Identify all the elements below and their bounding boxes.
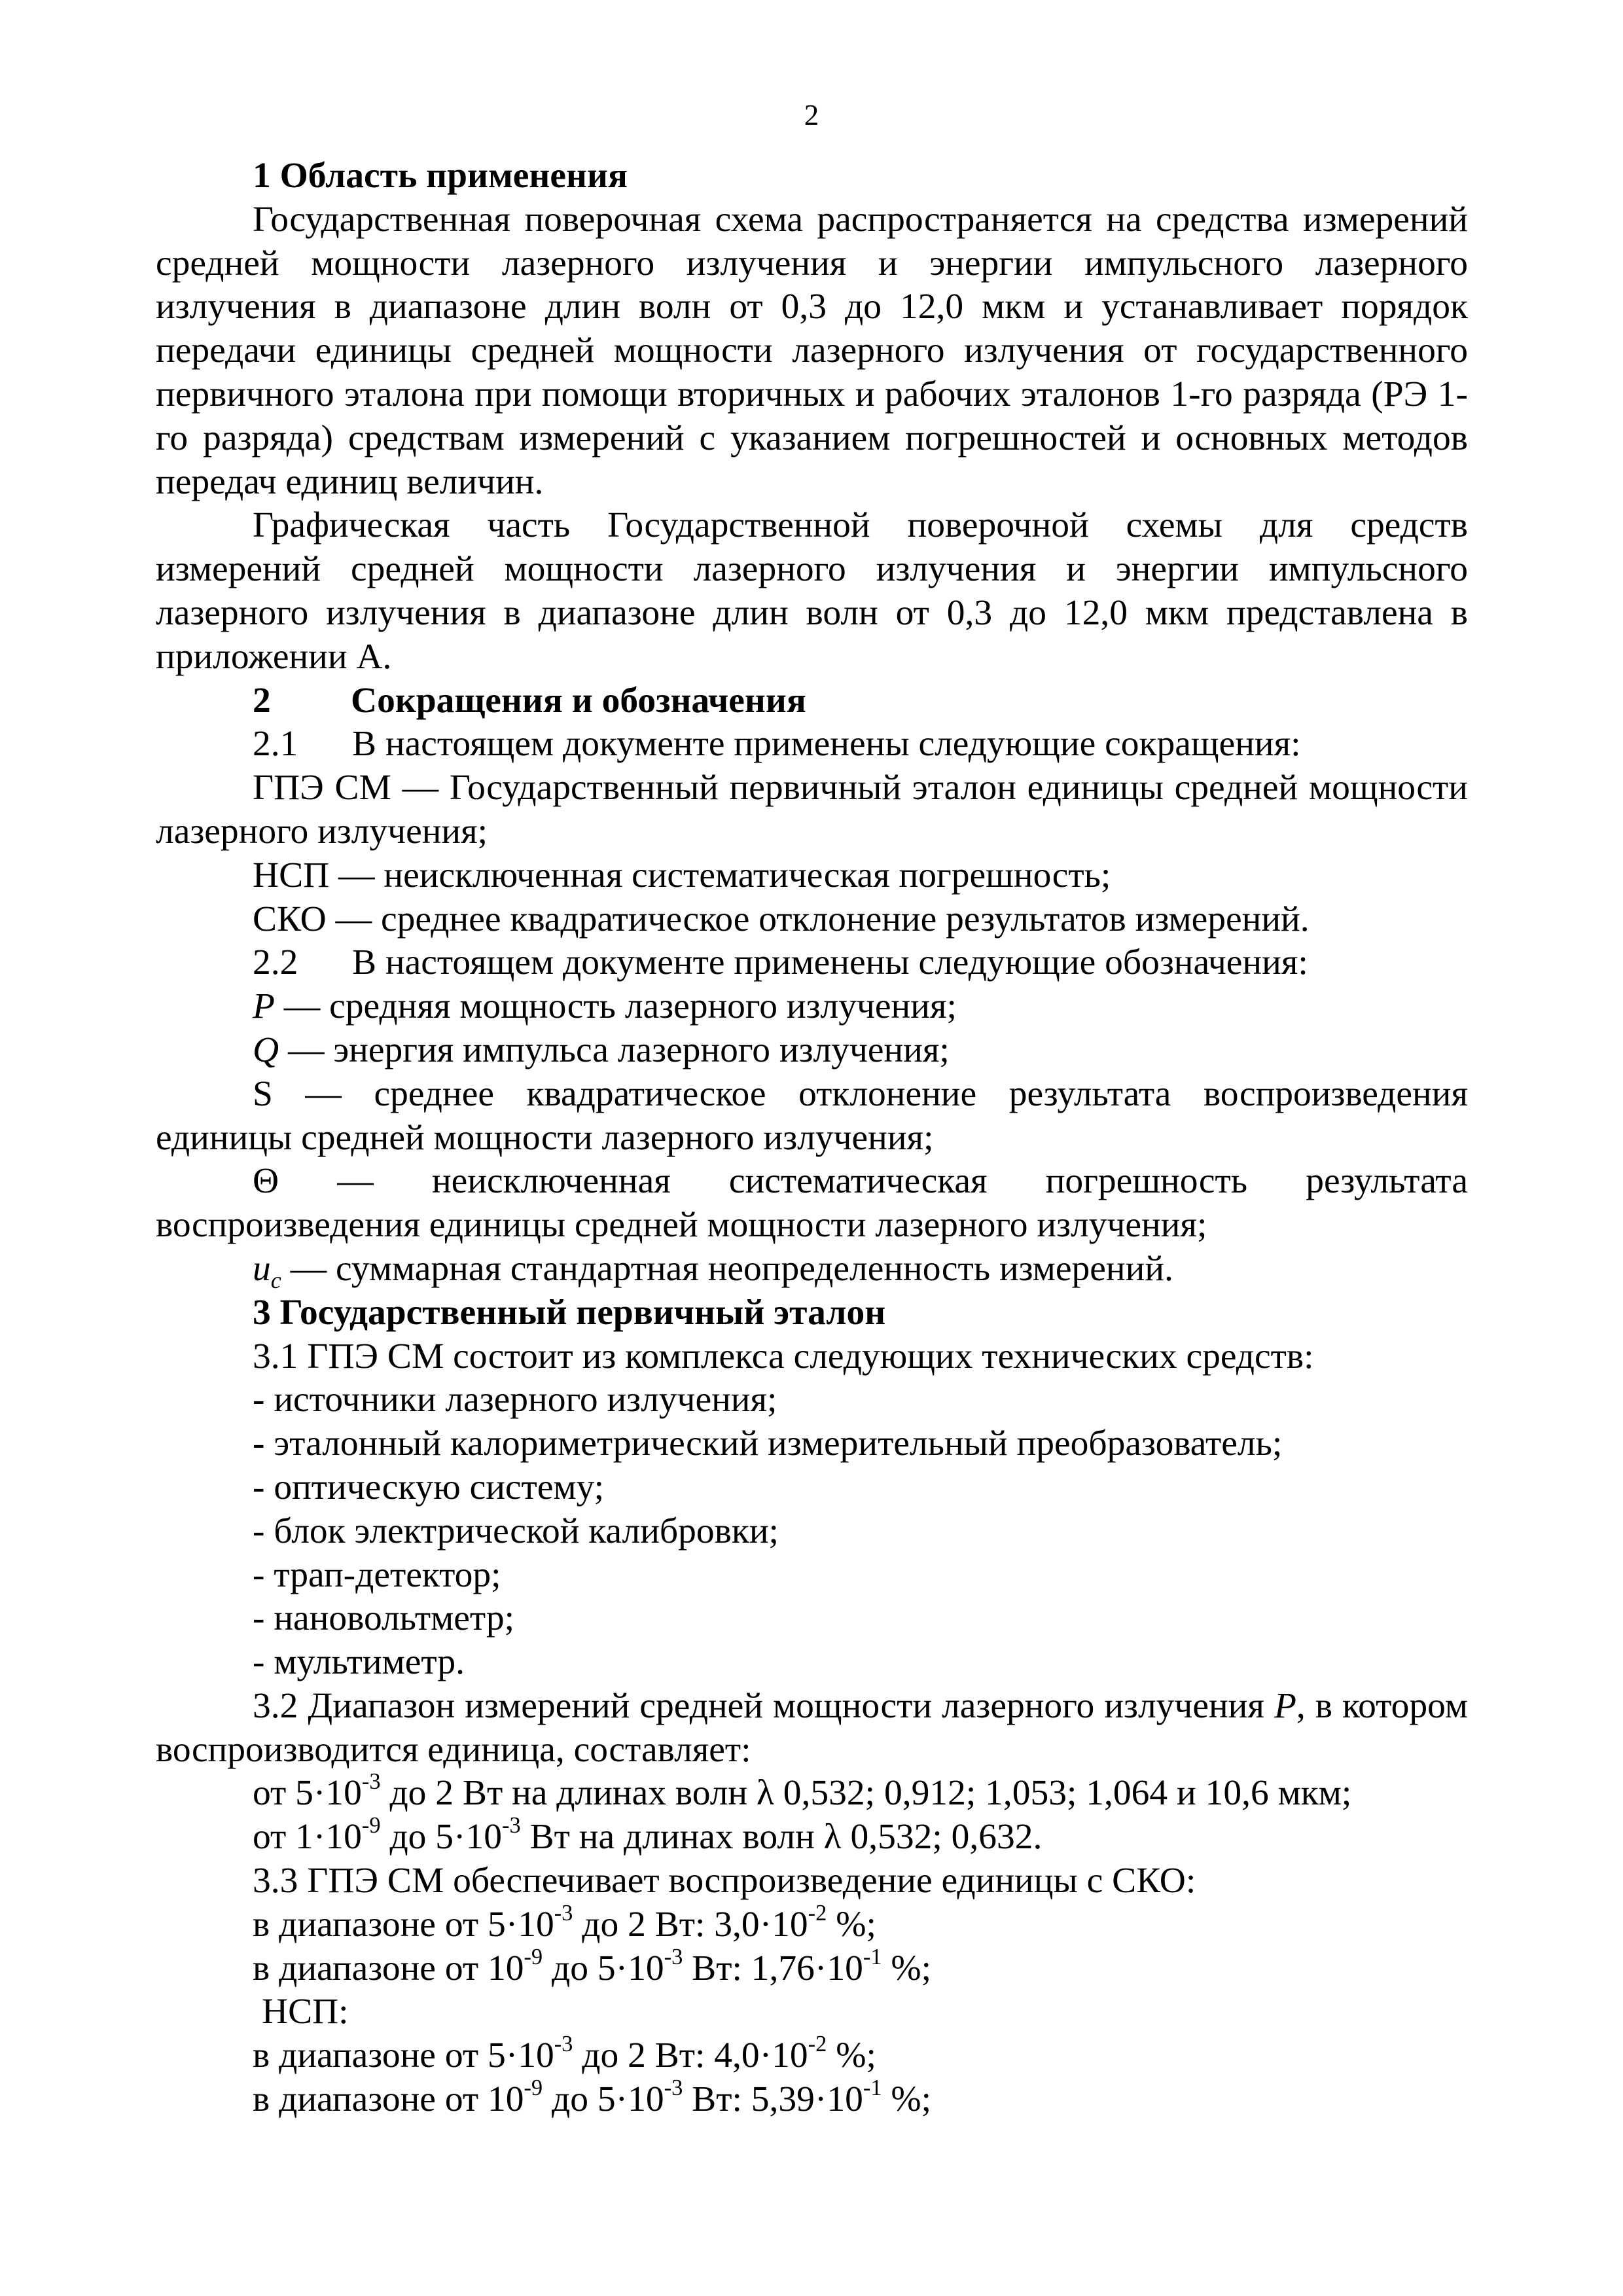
section-1-paragraph-1: Государственная поверочная схема распространяется на средства измерений средней мощности лазерного излучения и энергии импульсного лазерного излучения в диапазоне длин волн от 0,3 до 12,0 мкм и устанавливает порядок передачи единицы средней мощности лазерного излучения от государственного первичного эталона при помощи вторичных и рабочих эталонов 1-го разряда (РЭ 1-го разряда) средствам измерений с указанием погрешностей и основных методов передач единиц величин. — [156, 199, 1468, 502]
symbol-u-definition: $u_c$ — суммарная стандартная неопределенность измерений. — [253, 1248, 1173, 1294]
symbol-s-definition: S — среднее квадратическое отклонение результата воспроизведения единицы средней мощности лазерного излучения; — [156, 1073, 1468, 1158]
section-3-heading: 3 Государственный первичный эталон — [253, 1292, 886, 1333]
section-1-paragraph-2: Графическая часть Государственной поверочной схемы для средств измерений средней мощности лазерного излучения и энергии импульсного лазерного излучения в диапазоне длин волн от 0,3 до 12,0 мкм представлена в приложении А. — [156, 505, 1468, 677]
list-item: - трап-детектор; — [253, 1554, 501, 1595]
page-number: 2 — [804, 99, 819, 132]
nsp-line-2: в диапазоне от $10^{-9}$ до $5\cdot 10^{-3}$ Вт: $5,39\cdot 10^{-1}$ %; — [253, 2075, 932, 2120]
symbol-theta-definition: Θ — неисключенная систематическая погрешность результата воспроизведения единицы средней мощности лазерного излучения; — [156, 1161, 1468, 1246]
abbreviation-nsp: НСП — неисключенная систематическая погрешность; — [253, 855, 1111, 895]
clause-3-2: 3.2 Диапазон измерений средней мощности лазерного излучения P, в котором воспроизводится единица, составляет: — [156, 1685, 1469, 1770]
clause-3-1: 3.1 ГПЭ СМ состоит из комплекса следующих технических средств: — [253, 1336, 1314, 1376]
list-item: - мультиметр. — [253, 1642, 465, 1683]
list-item: - эталонный калориметрический измерительный преобразователь; — [253, 1424, 1283, 1464]
nsp-line-1: в диапазоне от $5\cdot 10^{-3}$ до 2 Вт: $4,0\cdot 10^{-2}$ %; — [253, 2032, 876, 2076]
list-item: - оптическую систему; — [253, 1467, 605, 1507]
document-body — [156, 154, 1468, 2122]
sko-line-1: в диапазоне от $5\cdot 10^{-3}$ до 2 Вт: $3,0\cdot 10^{-2}$ %; — [253, 1900, 876, 1945]
list-item: - нановольтметр; — [253, 1598, 514, 1639]
sko-line-2: в диапазоне от $10^{-9}$ до $5\cdot 10^{-3}$ Вт: $1,76\cdot 10^{-1}$ %; — [253, 1944, 932, 1988]
section-2-heading: 2 Сокращения и обозначения — [253, 680, 806, 721]
clause-2-1: 2.1 В настоящем документе применены следующие сокращения: — [253, 724, 1301, 764]
list-item: - источники лазерного излучения; — [253, 1380, 777, 1420]
list-item: - блок электрической калибровки; — [253, 1511, 779, 1551]
nsp-label: НСП: — [262, 1992, 349, 2032]
range-line-2: от $1\cdot 10^{-9}$ до $5\cdot 10^{-3}$ Вт на длинах волн λ 0,532; 0,632. — [253, 1813, 1043, 1857]
range-line-1: от $5\cdot 10^{-3}$ до 2 Вт на длинах волн λ 0,532; 0,912; 1,053; 1,064 и 10,6 мкм; — [253, 1769, 1352, 1814]
symbol-p-definition: P — средняя мощность лазерного излучения; — [253, 986, 957, 1027]
symbol-q-definition: Q — энергия импульса лазерного излучения; — [253, 1030, 950, 1070]
clause-2-2: 2.2 В настоящем документе применены следующие обозначения: — [253, 942, 1308, 983]
clause-3-3: 3.3 ГПЭ СМ обеспечивает воспроизведение единицы с СКО: — [253, 1861, 1196, 1901]
section-1-heading: 1 Область применения — [253, 156, 628, 196]
abbreviation-gpe-sm: ГПЭ СМ — Государственный первичный эталон единицы средней мощности лазерного излучения; — [156, 768, 1468, 852]
abbreviation-sko: СКО — среднее квадратическое отклонение результатов измерений. — [253, 899, 1310, 939]
